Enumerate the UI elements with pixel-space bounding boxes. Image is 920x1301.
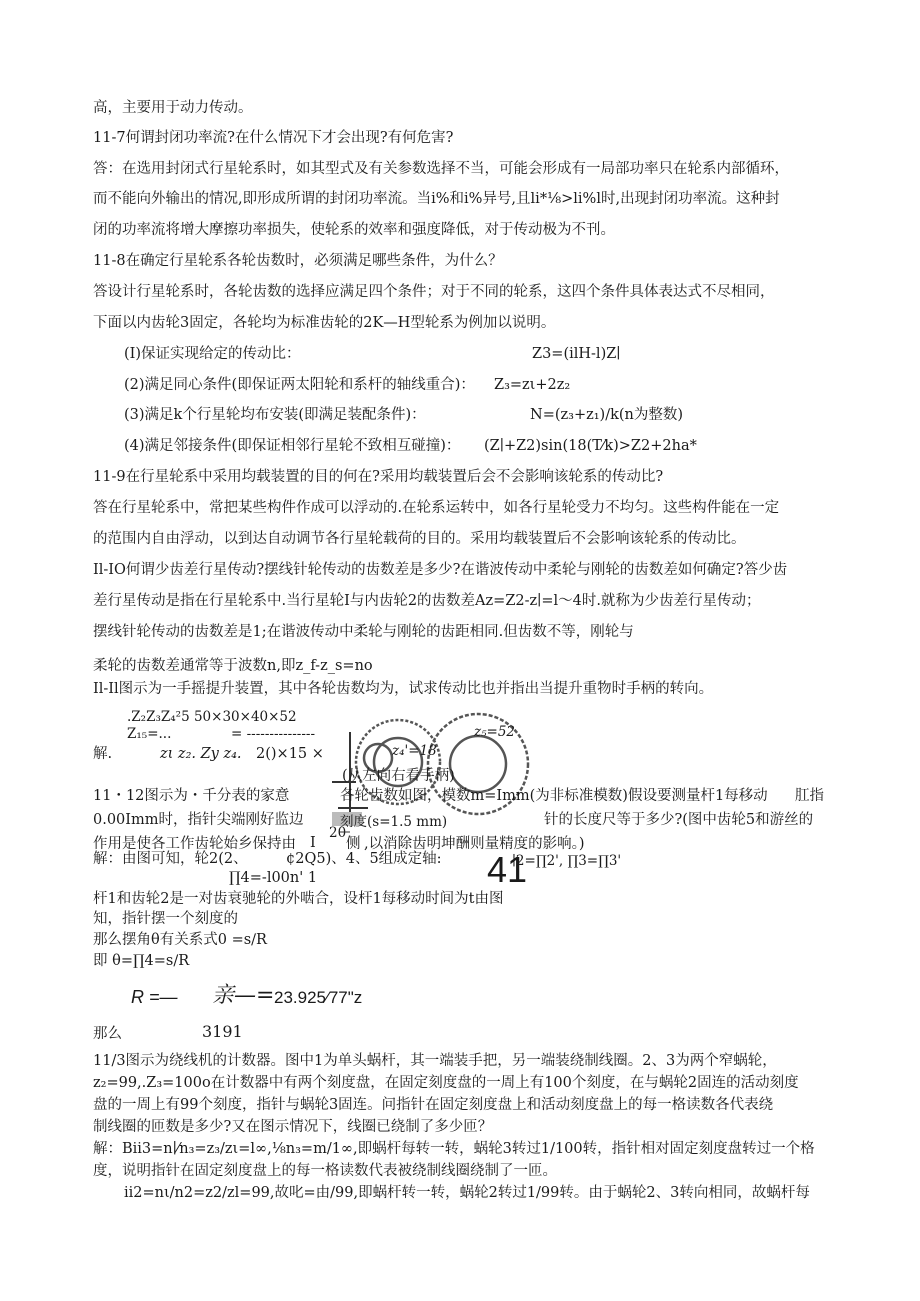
fig-label-z4prime: z₄'=18 bbox=[392, 743, 437, 759]
text-line: 柔轮的齿数差通常等于波数n,即z_f-z_s=no bbox=[93, 658, 373, 674]
formula-r: R =— bbox=[131, 987, 178, 1007]
text-line: 杆1和齿轮2是一对齿衰驰轮的外啮合，设杆1每移动时间为t由图 bbox=[93, 891, 504, 907]
condition-3-label: (3)满足k个行星轮均布安装(即满足装配条件)： bbox=[124, 407, 426, 423]
text-fragment: ¢2Q5)、4、5组成定轴: bbox=[286, 851, 442, 867]
text-line: 那么摆角θ有关系式0 =s∕R bbox=[93, 932, 267, 948]
text-fragment: 各轮齿数如图，模数m=Imm(为非标准模数)假设要测量杆1每移动 bbox=[340, 788, 768, 804]
question-11-9: 11-9在行星轮系中采用均载装置的目的何在?采用均载装置后会不会影响该轮系的传动比? bbox=[93, 469, 664, 485]
formula-fraction: 亲—= bbox=[212, 983, 275, 1008]
question-11-12: 11・12图示为・千分表的家意 bbox=[93, 788, 290, 804]
condition-4-formula: (Z∣+Z2)sin(18(T⁄k)>Z2+2ha* bbox=[484, 438, 697, 454]
formula-3191: 3191 bbox=[202, 1022, 243, 1041]
text-fragment: ,以消除齿明坤酬则量精度的影响。) bbox=[364, 836, 585, 852]
condition-2-formula: Z₃=zι+2z₂ bbox=[494, 377, 571, 393]
formula-fraction-bar: = --------------- bbox=[231, 726, 316, 742]
text-line: 而不能向外输出的情况,即形成所谓的封闭功率流。当i%和i%异号,且li*⅛>li%l时,出现封闭功率流。这种封 bbox=[93, 191, 780, 207]
fig-caption: (从左向右看手柄) bbox=[342, 768, 455, 784]
question-11-7: 11-7何谓封闭功率流?在什么情况下才会出现?有何危害? bbox=[93, 130, 454, 146]
text-line: 作用是使各工作齿轮始乡保持由 bbox=[93, 836, 296, 852]
text-fragment: ∣2=∏2', ∏3=∏3' bbox=[512, 853, 622, 869]
text-line: 答在行星轮系中，常把某些构件作成可以浮动的.在轮系运转中，如各行星轮受力不均匀。这些构件能在一定 bbox=[93, 500, 780, 516]
text-line: 度，说明指针在固定刻度盘上的每一格读数代表被绕制线圈绕制了一匝。 bbox=[93, 1163, 557, 1179]
fig-label-i: I bbox=[310, 835, 316, 851]
condition-3-formula: N=(z₃+z₁)∕k(n为整数) bbox=[530, 407, 684, 423]
formula-numerator: .Z₂Z₃Z₄²5 50×30×40×52 bbox=[127, 709, 297, 725]
text-line: 答：在选用封闭式行星轮系时，如其型式及有关参数选择不当，可能会形成有一局部功率只在轮系内部循环， bbox=[93, 161, 789, 177]
text-line: 制线圈的匝数是多少?又在图示情况下，线圈已绕制了多少匝？ bbox=[93, 1119, 493, 1135]
condition-4-label: (4)满足邻接条件(即保证相邻行星轮不致相互碰撞)： bbox=[124, 438, 461, 454]
formula-denominator: zι z₂. Zy z₄. bbox=[160, 746, 242, 762]
fig-label-z5: z₅=52 bbox=[474, 724, 516, 740]
text-line: 即 θ=∏4=s∕R bbox=[93, 953, 190, 969]
text-line: 闭的功率流将增大摩擦功率损失，使轮系的效率和强度降低，对于传动极为不刊。 bbox=[93, 222, 615, 238]
question-11-11: Il-Il图示为一手摇提升装置，其中各轮齿数均为，试求传动比也并指出当提升重物时手柄的转向。 bbox=[93, 681, 714, 697]
text-line: ii2=nι/n2=z2/zl=99,故叱=由/99,即蜗杆转一转，蜗轮2转过1/99转。由于蜗轮2、3转向相同，故蜗杆每 bbox=[124, 1185, 810, 1201]
text-line: 知，指针摆一个刻度的 bbox=[93, 911, 238, 927]
text-line: 下面以内齿轮3固定，各轮均为标准齿轮的2K—H型轮系为例加以说明。 bbox=[93, 315, 556, 331]
large-number: 41 bbox=[487, 849, 528, 890]
text-line: 答设计行星轮系时，各轮齿数的选择应满足四个条件；对于不同的轮系，这四个条件具体表达式不尽相同， bbox=[93, 284, 775, 300]
question-11-13: 11/3图示为绕线机的计数器。图中1为单头蜗杆，其一端装手把，另一端装绕制线圈。2、3为两个窄蜗轮， bbox=[93, 1053, 777, 1069]
condition-1-label: (I)保证实现给定的传动比： bbox=[124, 346, 301, 362]
fig-label-scale: 刻度(s=1.5 mm) bbox=[340, 814, 448, 830]
condition-2-label: (2)满足同心条件(即保证两太阳轮和系杆的轴线重合)： bbox=[124, 377, 475, 393]
text-fragment: 针的长度尺等于多少?(图中齿轮5和游丝的 bbox=[544, 812, 814, 828]
text-line: 0.00Imm时，指针尖端刚好监边 bbox=[93, 812, 304, 828]
fig-label-side: 侧 bbox=[346, 836, 361, 852]
text-line: 的范围内自由浮动，以到达自动调节各行星轮载荷的目的。采用均载装置后不会影响该轮系的传动比。 bbox=[93, 531, 746, 547]
question-11-8: 11-8在确定行星轮系各轮齿数时，必须满足哪些条件，为什么？ bbox=[93, 253, 503, 269]
fig-mark bbox=[340, 830, 350, 834]
solution-11-13: 解：Bii3=n∣⁄n₃=z₃/zι=l∞,⅛n₃=m/1∞,即蜗杆每转一转，蜗轮3转过1/100转，指针相对固定刻度盘转过一个格 bbox=[93, 1141, 815, 1157]
solution-11-12: 解：由图可知，轮2(2、 bbox=[93, 851, 248, 867]
text-line: 那么 bbox=[93, 1026, 122, 1042]
text-line: 盘的一周上有99个刻度，指针与蜗轮3固连。问指针在固定刻度盘上和活动刻度盘上的每一格读数各代表绕 bbox=[93, 1097, 774, 1113]
fig-label-20: 20 bbox=[329, 825, 347, 841]
condition-1-formula: Z3=(ilH-l)Z∣ bbox=[532, 346, 621, 362]
text-fragment: 肛指 bbox=[795, 788, 824, 804]
formula-denominator-values: 2()×15 × bbox=[256, 746, 324, 762]
formula-result: 23.925⁄77"z bbox=[274, 988, 363, 1007]
question-11-10: Il-IO何谓少齿差行星传动?摆线针轮传动的齿数差是多少?在谐波传动中柔轮与刚轮的齿数差如何确定?答少齿 bbox=[93, 562, 788, 578]
text-line: 摆线针轮传动的齿数差是1;在谐波传动中柔轮与刚轮的齿距相同.但齿数不等，刚轮与 bbox=[93, 624, 634, 640]
text-line: 差行星传动是指在行星轮系中.当行星轮I与内齿轮2的齿数差Az=Z2-z∣=l～4时.就称为少齿差行星传动； bbox=[93, 593, 761, 609]
text-line: 高，主要用于动力传动。 bbox=[93, 100, 253, 116]
formula-n4: ∏4=-l00n' 1 bbox=[229, 870, 318, 886]
text-line: z₂=99,.Z₃=100o在计数器中有两个刻度盘，在固定刻度盘的一周上有100个刻度，在与蜗轮2固连的活动刻度 bbox=[93, 1075, 799, 1091]
solution-label: 解. bbox=[93, 746, 113, 762]
formula-ratio-label: Z₁₅=... bbox=[127, 726, 172, 742]
